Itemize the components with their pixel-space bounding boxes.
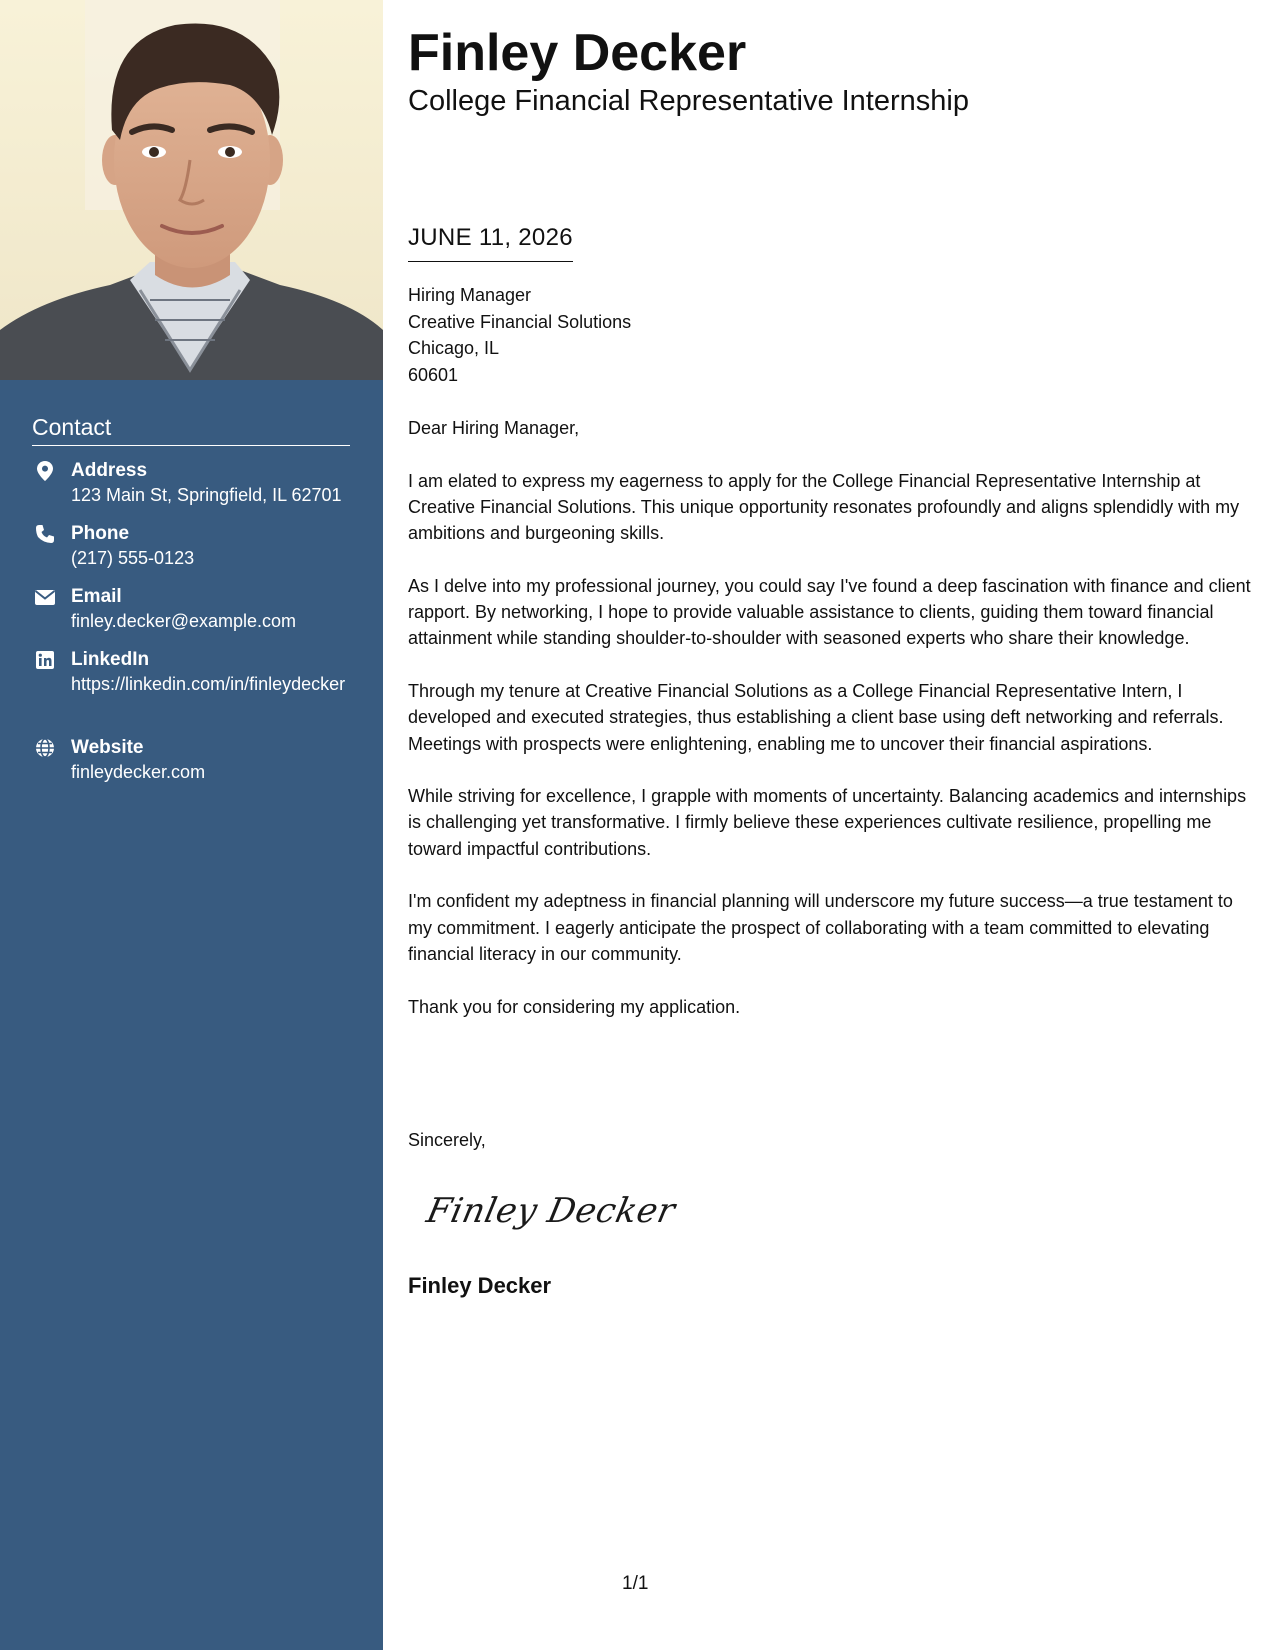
globe-icon xyxy=(32,737,58,759)
contact-heading: Contact xyxy=(32,412,350,446)
signature-text: Finley Decker xyxy=(423,1191,679,1231)
handwritten-signature xyxy=(423,1180,679,1245)
linkedin-value[interactable]: https://linkedin.com/in/finleydecker xyxy=(71,674,346,694)
profile-photo xyxy=(0,0,383,380)
contact-email xyxy=(32,584,352,633)
phone-label: Phone xyxy=(71,523,130,544)
letter-paragraph: I am elated to express my eagerness to apply for the College Financial Representative Internship at Creative Financial Solutions. This unique opportunity resonates profoundly and aligns splendidly with my ambitions and burgeoning skills. xyxy=(408,470,1240,544)
map-pin-icon xyxy=(32,460,58,482)
closing: Sincerely, xyxy=(408,1130,486,1150)
letter-body xyxy=(408,415,1253,1046)
linkedin-icon xyxy=(32,649,58,671)
recipient-line: Chicago, IL xyxy=(408,338,500,358)
job-title: College Financial Representative Internship xyxy=(408,85,969,117)
phone-icon xyxy=(32,523,58,545)
website-value[interactable]: finleydecker.com xyxy=(71,762,206,782)
greeting: Dear Hiring Manager, xyxy=(408,418,580,438)
letter-paragraph: I'm confident my adeptness in financial planning will underscore my future success—a true testament to my commitment. I eagerly anticipate the prospect of collaborating with a team committed to elevating financial literacy in our community. xyxy=(408,891,1233,964)
letter-date: JUNE 11, 2026 xyxy=(408,222,573,262)
recipient-line: Hiring Manager xyxy=(408,285,532,305)
recipient-block xyxy=(408,282,631,388)
contact-website xyxy=(32,735,352,784)
applicant-name: Finley Decker xyxy=(408,24,747,82)
recipient-line: Creative Financial Solutions xyxy=(408,311,632,332)
contact-address xyxy=(32,458,352,507)
address-label: Address xyxy=(71,460,148,481)
website-label: Website xyxy=(71,737,144,758)
letter-paragraph: As I delve into my professional journey, you could say I've found a deep fascination with finance and client rapport. By networking, I hope to provide valuable assistance to clients, guiding them toward financial attainment while standing shoulder-to-shoulder with seasoned experts who share their knowledge. xyxy=(408,575,1251,649)
phone-value: (217) 555-0123 xyxy=(71,548,195,568)
letter-paragraph: Thank you for considering my application. xyxy=(408,996,741,1017)
contact-linkedin xyxy=(32,647,352,696)
email-value[interactable]: finley.decker@example.com xyxy=(71,611,297,631)
page-number: 1/1 xyxy=(622,1573,649,1594)
linkedin-label: LinkedIn xyxy=(71,649,150,670)
envelope-icon xyxy=(32,586,58,608)
recipient-line: 60601 xyxy=(408,364,459,385)
letter-paragraph: While striving for excellence, I grapple with moments of uncertainty. Balancing academics and internships is challenging yet transformative. I firmly believe these experiences cultivate resilience, propelling me toward impactful contributions. xyxy=(408,786,1247,859)
email-label: Email xyxy=(71,586,122,607)
address-value: 123 Main St, Springfield, IL 62701 xyxy=(71,485,342,505)
sidebar xyxy=(0,0,383,1650)
signer-name: Finley Decker xyxy=(408,1273,552,1298)
contact-phone xyxy=(32,521,352,570)
letter-paragraph: Through my tenure at Creative Financial Solutions as a College Financial Representative Intern, I developed and executed strategies, thus establishing a client base using deft networking and referrals. Meetings with prospects were enlightening, enabling me to uncover their financial aspirations. xyxy=(408,680,1224,754)
